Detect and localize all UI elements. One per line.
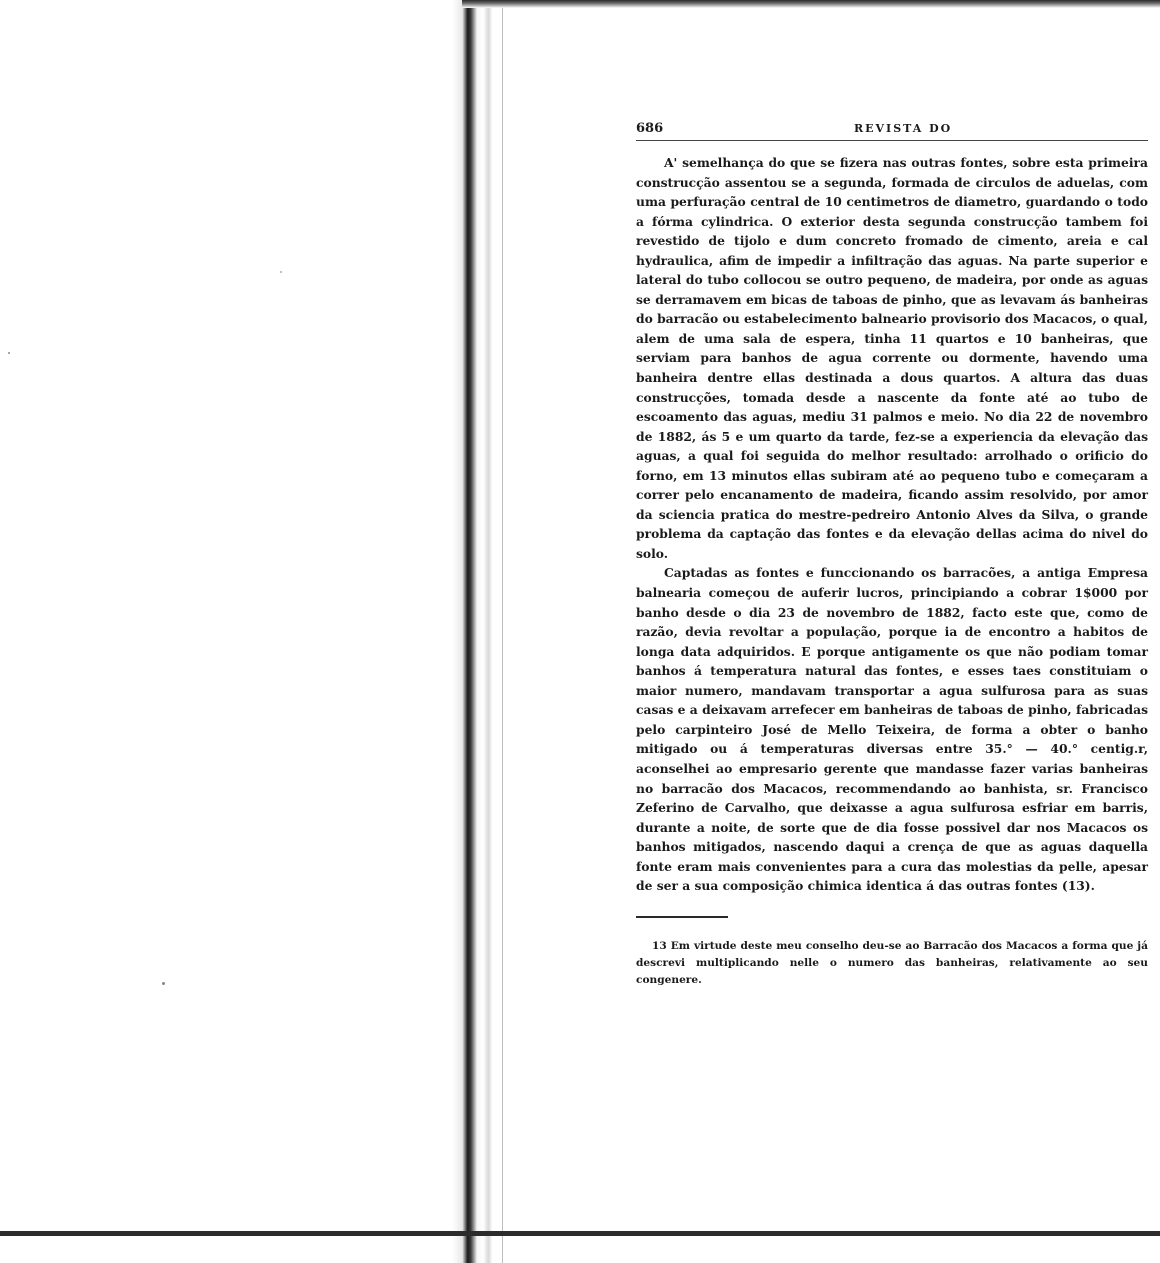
paragraph-2: Captadas as fontes e funccionando os barracões, a antiga Empresa balnearia começou de auferir lucros, principiando a cobrar 1$000 por banho desde o dia 23 de novembro de 1882, facto este que, como de razão, devia revoltar a população, porque ia de encontro a habitos de longa data adquiridos. E porque antigamente os que não podiam tomar banhos á temperatura natural das fontes, e esses taes constituiam o maior numero, mandavam transportar a agua sulfurosa para as suas casas e a deixavam arrefecer em banheiras de taboas de pinho, fabricadas pelo carpinteiro José de Mello Teixeira, de forma a obter o banho mitigado ou á temperaturas diversas entre 35.° — 40.° centig.r, aconselhei ao empresario gerente que mandasse fazer varias banheiras no barracão dos Macacos, recommendando ao banhista, sr. Francisco Zeferino de Carvalho, que deixasse a agua sulfurosa esfriar em barris, durante a noite, de sorte que de dia fosse possivel dar nos Macacos os banhos mitigados, nascendo daqui a crença de que as aguas daquella fonte eram mais convenientes para a cura das molestias da pelle, apesar de ser a sua composição chimica identica á das outras fontes (13). (636, 565, 1148, 894)
page-number: 686 (636, 121, 664, 136)
scan-speck (162, 982, 165, 985)
page-gutter-shadow (452, 0, 504, 1263)
footnote-13: 13 Em virtude deste meu conselho deu-se ao Barracão dos Macacos a forma que já descrevi multiplicando nelle o numero das banheiras, relativamente ao seu congenere. (636, 939, 1148, 986)
footnote-separator (636, 916, 728, 918)
running-head: REVISTA DO (854, 122, 953, 135)
printed-page (636, 118, 1148, 989)
page-header (636, 118, 1148, 141)
scan-speck (8, 352, 10, 354)
scan-bottom-edge (0, 1231, 1160, 1236)
paragraph-1: A' semelhança do que se fizera nas outras fontes, sobre esta primeira construcção assentou se a segunda, formada de circulos de aduelas, com uma perfuração central de 10 centimetros de diametro, guardando o todo a fórma cylindrica. O exterior desta segunda construcção tambem foi revestido de tijolo e dum concreto fromado de cimento, areia e cal hydraulica, afim de impedir a infiltração das aguas. Na parte superior e lateral do tubo collocou se outro pequeno, de madeira, por onde as aguas se derramavem em bicas de taboas de pinho, que as levavam ás banheiras do barracão ou estabelecimento balneario provisorio dos Macacos, o qual, alem de uma sala de espera, tinha 11 quartos e 10 banheiras, que serviam para banhos de agua corrente ou dormente, havendo uma banheira dentre ellas destinada a dous quartos. A altura das duas construcções, tomada desde a nascente da fonte até ao tubo de escoamento das aguas, mediu 31 palmos e meio. No dia 22 de novembro de 1882, ás 5 e um quarto da tarde, fez-se a experiencia da elevação das aguas, a qual foi seguida do melhor resultado: arrolhado o orificio do forno, em 13 minutos ellas subiram até ao pequeno tubo e começaram a correr pelo encanamento de madeira, ficando assim resolvido, por amor da sciencia pratica do mestre-pedreiro Antonio Alves da Silva, o grande problema da captação das fontes e da elevação dellas acima do nivel do solo. (636, 155, 1148, 561)
body-text (636, 153, 1148, 896)
gutter-edge-line (502, 0, 503, 1263)
scan-top-edge (462, 0, 1160, 8)
scan-speck (280, 271, 282, 273)
